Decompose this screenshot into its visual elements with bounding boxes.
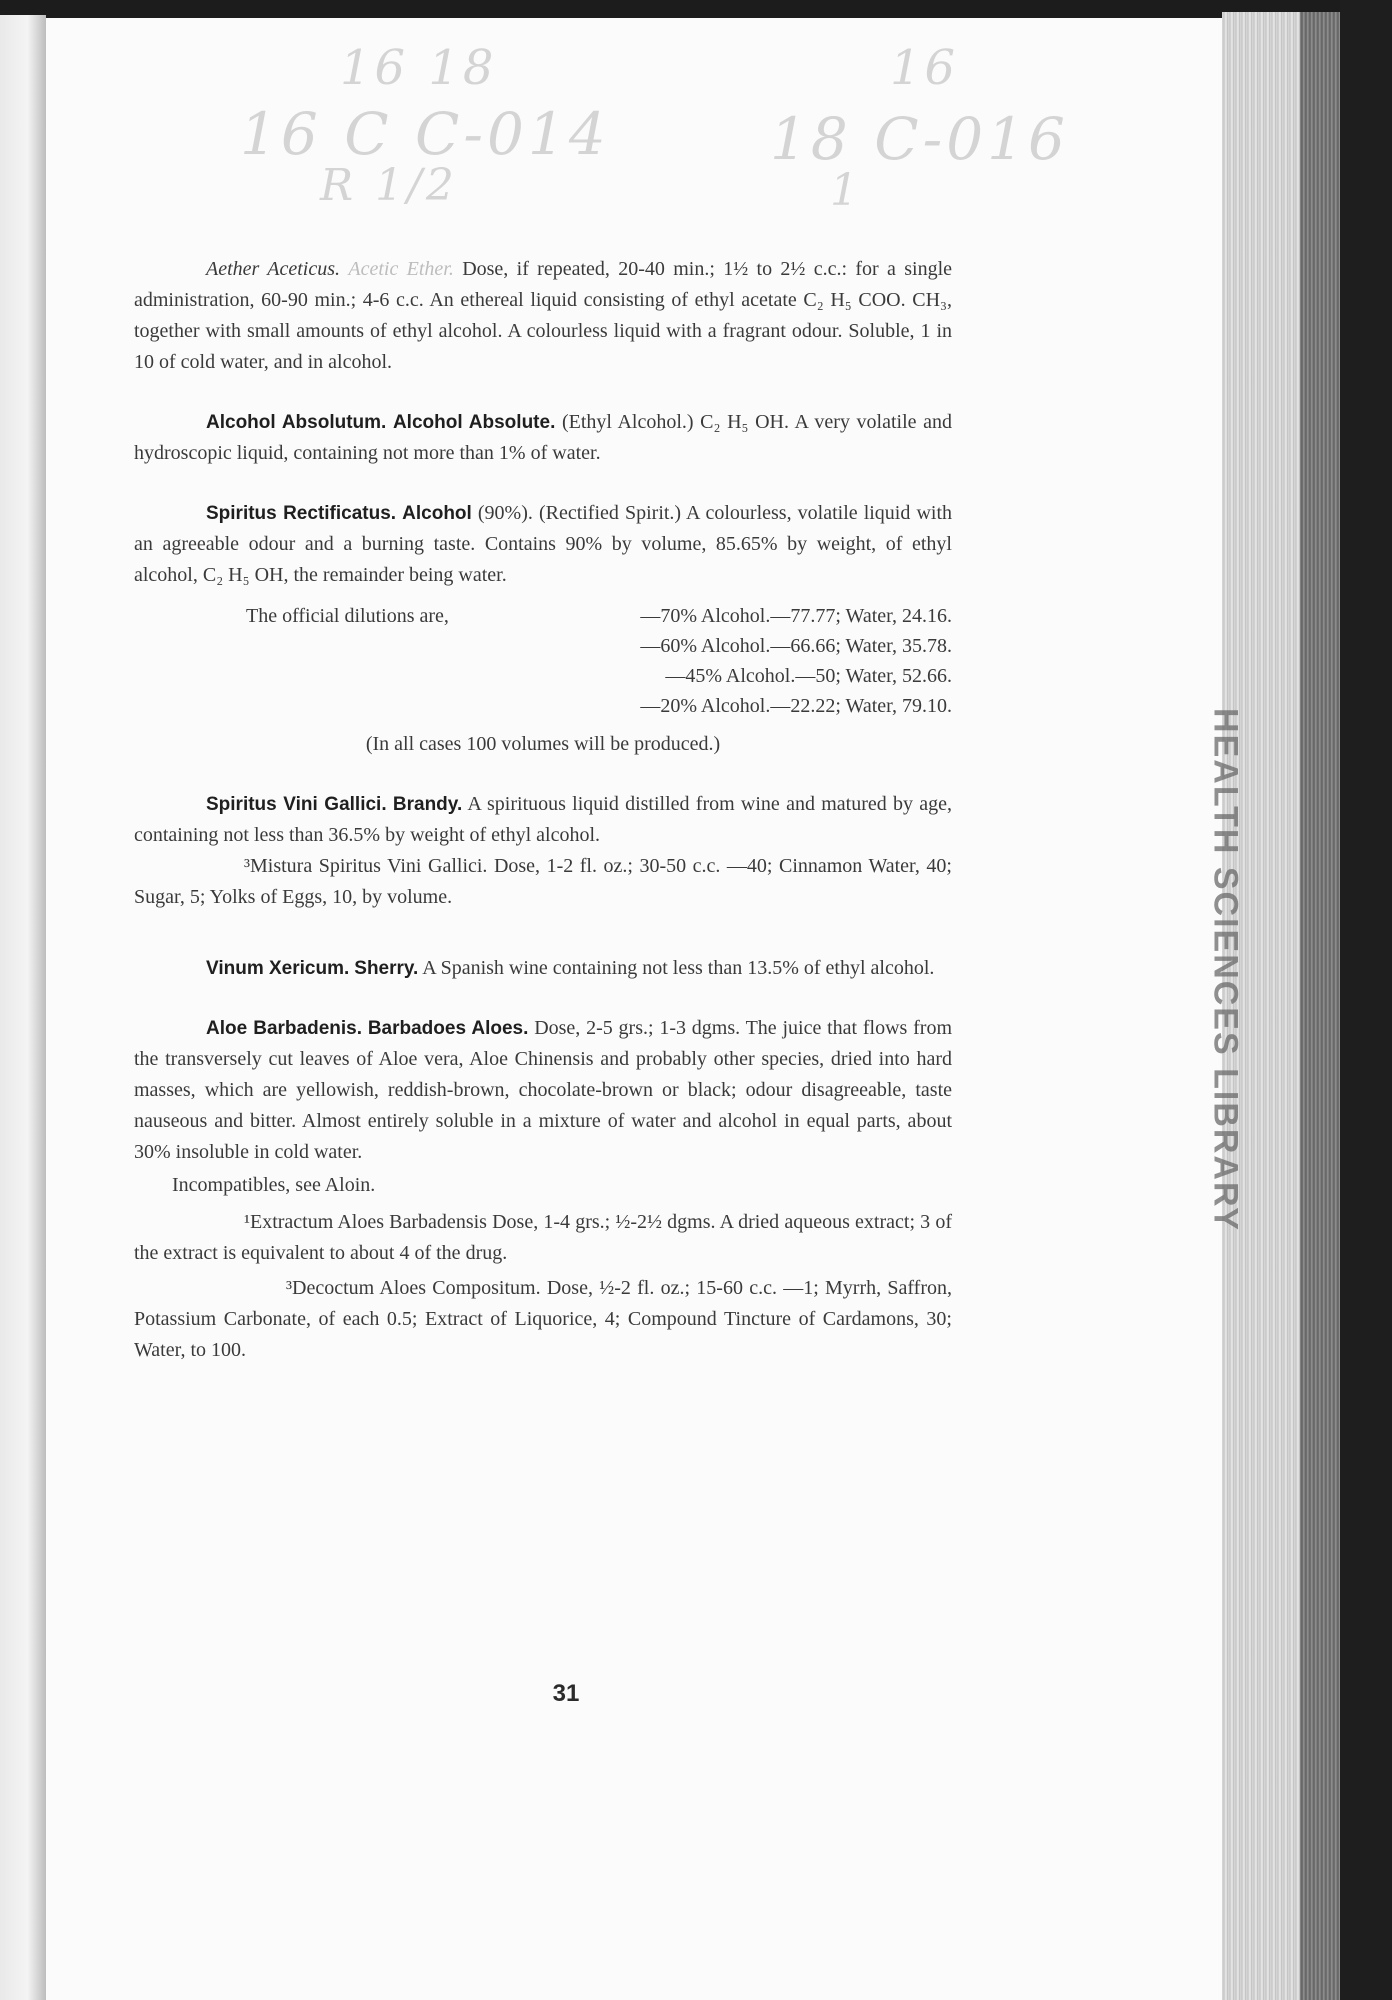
entry-spiritus [134,498,952,760]
facing-page-edge [0,15,46,2000]
dilution-value: —60% Alcohol.—66.66; Water, 35.78. [640,635,952,657]
entry-head-english: Alcohol Absolute. [392,412,556,433]
entry-sherry [134,953,952,984]
entry-brandy [134,789,952,913]
entry-text: A Spanish wine containing not less than 13.5% of ethyl alcohol. [422,957,935,979]
dilution-value: —20% Alcohol.—22.22; Water, 79.10. [640,695,952,717]
entry-preparation: ³Mistura Spiritus Vini Gallici. Dose, 1-2 fl. oz.; 30-50 c.c. —40; Cinnamon Water, 40; Sugar, 5; Yolks of Eggs, 10, by volume. [134,855,952,908]
entry-head-english: Acetic Ether. [348,258,454,280]
entry-text: (90%). (Rectified Spirit.) A colourless, volatile liquid with an agreeable odour and a burning taste. Contains 90% by volume, 85.65% by weight, of ethyl alcohol, C₂ H₅ OH, the remainder being water. [134,502,952,586]
dilution-value: —45% Alcohol.—50; Water, 52.66. [665,665,952,687]
dilution-value: —70% Alcohol.—77.77; Water, 24.16. [640,605,952,627]
pencil-mark: R 1/2 [320,160,458,211]
entry-incompatibles: Incompatibles, see Aloin. [172,1174,376,1196]
entry-head-latin: Spiritus Rectificatus. [206,503,397,524]
pencil-mark: 16 18 [340,40,498,96]
page-text [134,254,952,1395]
pencil-mark: 16 [890,40,960,96]
dilutions-table [134,601,952,721]
entry-preparation: ³Decoctum Aloes Compositum. Dose, ½-2 fl. oz.; 15-60 c.c. —1; Myrrh, Saffron, Potassium Carbonate, of each 0.5; Extract of Liquorice, 4; Compound Tincture of Cardamons, 30; Water, to 100. [134,1277,952,1361]
pencil-mark: 18 C-016 [770,105,1069,173]
entry-head-latin: Alcohol Absolutum. [206,412,387,433]
entry-head-english: Alcohol [402,503,472,524]
entry-aloe [134,1013,952,1366]
entry-preparation: ¹Extractum Aloes Barbadensis Dose, 1-4 grs.; ½-2½ dgms. A dried aqueous extract; 3 of the extract is equivalent to about 4 of the drug. [134,1211,952,1264]
dilutions-lead: The official dilutions are, [246,605,449,627]
entry-text: Dose, if repeated, 20-40 min.; 1½ to 2½ c.c.: for a single administration, 60-90 min.; 4-6 c.c. An ethereal liquid consisting of ethyl acetate C₂ H₅ COO. CH₃, together with small amounts of ethyl alcohol. A colourless liquid with a fragrant odour. Soluble, 1 in 10 of cold water, and in alcohol. [134,258,953,373]
dilution-row [246,631,952,661]
entry-text: (Ethyl Alcohol.) C₂ H₅ OH. A very volatile and hydroscopic liquid, containing not more than 1% of water. [134,411,953,464]
dilution-note: (In all cases 100 volumes will be produced.) [365,733,721,755]
library-stamp: HEALTH SCIENCES LIBRARY [1206,708,1245,1232]
entry-head-latin: Aloe Barbadenis. [206,1018,363,1039]
entry-head-english: Barbadoes Aloes. [367,1018,529,1039]
scan-right-margin [1340,0,1392,2000]
entry-head-english: Sherry. [354,958,419,979]
entry-head-latin: Aether Aceticus. [206,258,341,280]
entry-head-english: Brandy. [392,794,463,815]
dilution-row [246,601,952,631]
entry-head-latin: Spiritus Vini Gallici. [206,794,387,815]
pencil-mark: 16 C C-014 [240,100,610,168]
entry-alcohol [134,407,952,469]
page-stack-shadow [1300,12,1340,2000]
entry-text: Dose, 2-5 grs.; 1-3 dgms. The juice that flows from the transversely cut leaves of Aloe vera, Aloe Chinensis and probably other species, dried into hard masses, which are yellowish, reddish-brown, chocolate-brown or black; odour disagreeable, taste nauseous and bitter. Almost entirely soluble in a mixture of water and alcohol in equal parts, about 30% insoluble in cold water. [134,1017,953,1163]
entry-aether [134,254,952,378]
page-number: 31 [552,1680,580,1707]
entry-text: A spirituous liquid distilled from wine and matured by age, containing not less than 36.5% by weight of ethyl alcohol. [134,793,953,846]
pencil-mark: 1 [830,165,862,216]
dilution-row [246,691,952,721]
entry-head-latin: Vinum Xericum. [206,958,350,979]
dilution-row [246,661,952,691]
